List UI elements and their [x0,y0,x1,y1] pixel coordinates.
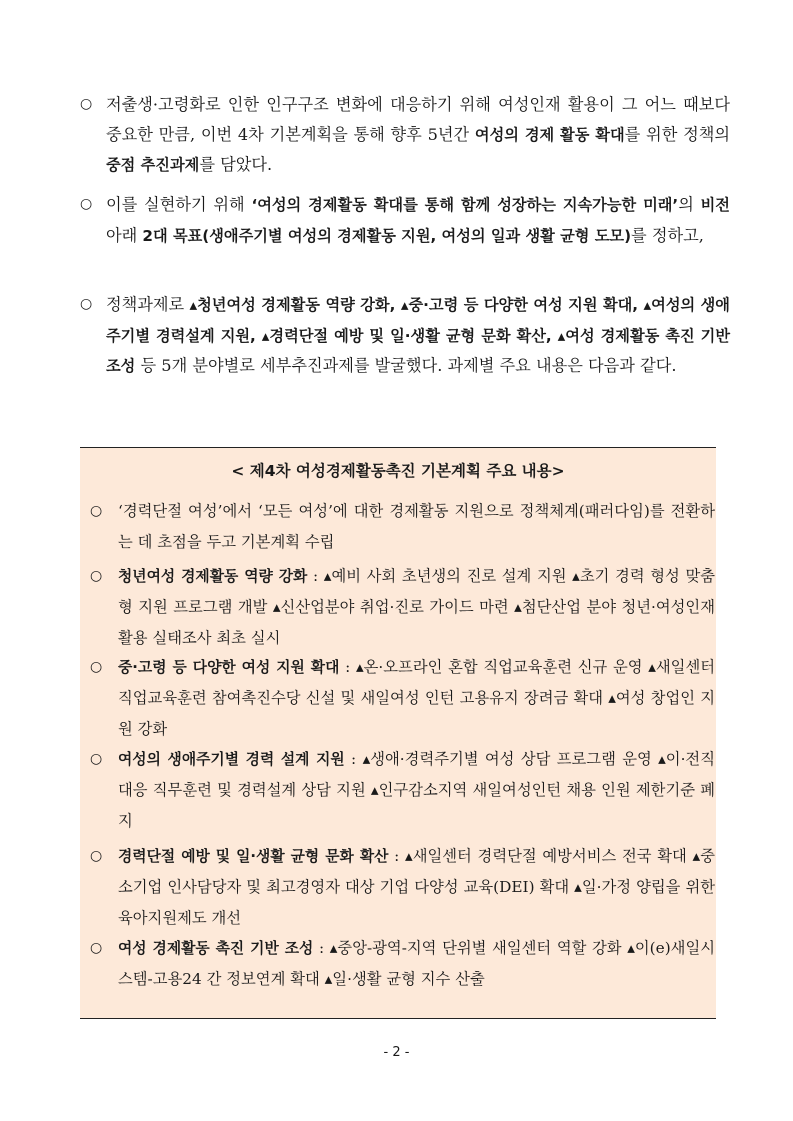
item-text [118,841,715,934]
text-run: 의 [678,195,701,214]
bold-run: 청년여성 경제활동 역량 강화 [118,568,308,585]
box-item-2 [90,561,715,654]
box-title: < 제4차 여성경제활동촉진 기본계획 주요 내용> [231,462,565,480]
bold-run: ‘여성의 경제활동 확대를 통해 함께 성장하는 지속가능한 미래’ [251,196,679,214]
box-item-3 [90,652,715,745]
bullet-marker: ○ [80,296,93,312]
paragraph-text [106,290,730,382]
box-item-1 [90,496,715,558]
text-run: 이를 실현하기 위해 [106,195,252,214]
bullet-marker: ○ [80,196,93,212]
bold-run: 중·고령 등 다양한 여성 지원 확대 [118,659,340,676]
bold-run: ▴청년여성 경제활동 역량 강화, ▴중·고령 등 다양한 여성 지원 확대, ▴여성의 생애주기별 경력설계 지원, ▴경력단절 예방 및 일·생활 균형 문화 확산, ▴여성 경제활동 촉진 기반 조성 [106,296,730,375]
text-run: : ▴생애·경력주기별 여성 상담 프로그램 운영 ▴이·전직 대응 직무훈련 및 경력설계 상담 지원 ▴인구감소지역 새일여성인턴 채용 인원 제한기준 폐지 [118,750,715,830]
summary-box [80,447,716,1019]
bullet-marker: ○ [90,848,103,864]
text-run: : ▴예비 사회 초년생의 진로 설계 지원 ▴초기 경력 형성 맞춤형 지원 프로그램 개발 ▴신산업분야 취업·진로 가이드 마련 ▴첨단산업 분야 청년·여성인재 활용 실태조사 최초 실시 [118,567,715,647]
bold-run: 경력단절 예방 및 일·생활 균형 문화 확산 [118,848,389,865]
bullet-marker: ○ [90,503,103,519]
text-run: 를 정하고, [631,225,704,245]
text-run: 정책과제로 [106,295,190,314]
text-run: ‘경력단절 여성’에서 ‘모든 여성’에 대한 경제활동 지원으로 정책체계(패러다임)를 전환하는 데 초점을 두고 기본계획 수립 [118,502,715,551]
paragraph-3 [80,290,730,382]
text-run: 를 담았다. [199,155,273,174]
item-text [118,561,715,654]
text-run: 를 위한 정책의 [624,124,730,144]
paragraph-1 [80,90,730,181]
bold-run: 여성의 경제 활동 확대 [474,125,625,144]
bullet-marker: ○ [90,751,103,767]
text-run: 아래 [106,225,143,245]
page-number: - 2 - [383,1045,410,1060]
paragraph-2 [80,190,730,251]
text-run: : ▴중앙-광역-지역 단위별 새일센터 역할 강화 ▴이(e)새일시스템-고용24 간 정보연계 확대 ▴일·생활 균형 지수 산출 [118,939,716,988]
bullet-marker: ○ [90,940,103,956]
paragraph-text [106,90,730,181]
box-item-5 [90,841,715,934]
bold-run: 비전 [700,196,730,214]
item-text [118,744,715,837]
text-run: 저출생·고령화로 인한 인구구조 변화에 대응하기 위해 여성인재 활용이 그 어느 때보다 중요한 만큼, 이번 4차 기본계획을 통해 향후 5년간 [106,95,730,144]
bullet-marker: ○ [90,659,103,675]
box-item-4 [90,744,715,837]
bullet-marker: ○ [80,96,93,112]
bullet-marker: ○ [90,568,103,584]
item-text [118,933,715,995]
bold-run: 여성의 생애주기별 경력 설계 지원 [118,751,345,768]
text-run: : ▴새일센터 경력단절 예방서비스 전국 확대 ▴중소기업 인사담당자 및 최고경영자 대상 기업 다양성 교육(DEI) 확대 ▴일·가정 양립을 위한 육아지원제도 개선 [118,847,716,927]
bold-run: 여성 경제활동 촉진 기반 조성 [118,940,314,957]
box-item-6 [90,933,715,995]
paragraph-text [106,190,730,251]
bold-run: 2대 목표(생애주기별 여성의 경제활동 지원, 여성의 일과 생활 균형 도모) [142,226,632,245]
text-run: 등 5개 분야별로 세부추진과제를 발굴했다. 과제별 주요 내용은 다음과 같다. [135,356,677,375]
text-run: : ▴온·오프라인 혼합 직업교육훈련 신규 운영 ▴새일센터 직업교육훈련 참여촉진수당 신설 및 새일여성 인턴 고용유지 장려금 확대 ▴여성 창업인 지원 강화 [118,658,715,738]
bold-run: 중점 추진과제 [106,156,200,174]
item-text [118,652,715,745]
item-text [118,496,715,558]
